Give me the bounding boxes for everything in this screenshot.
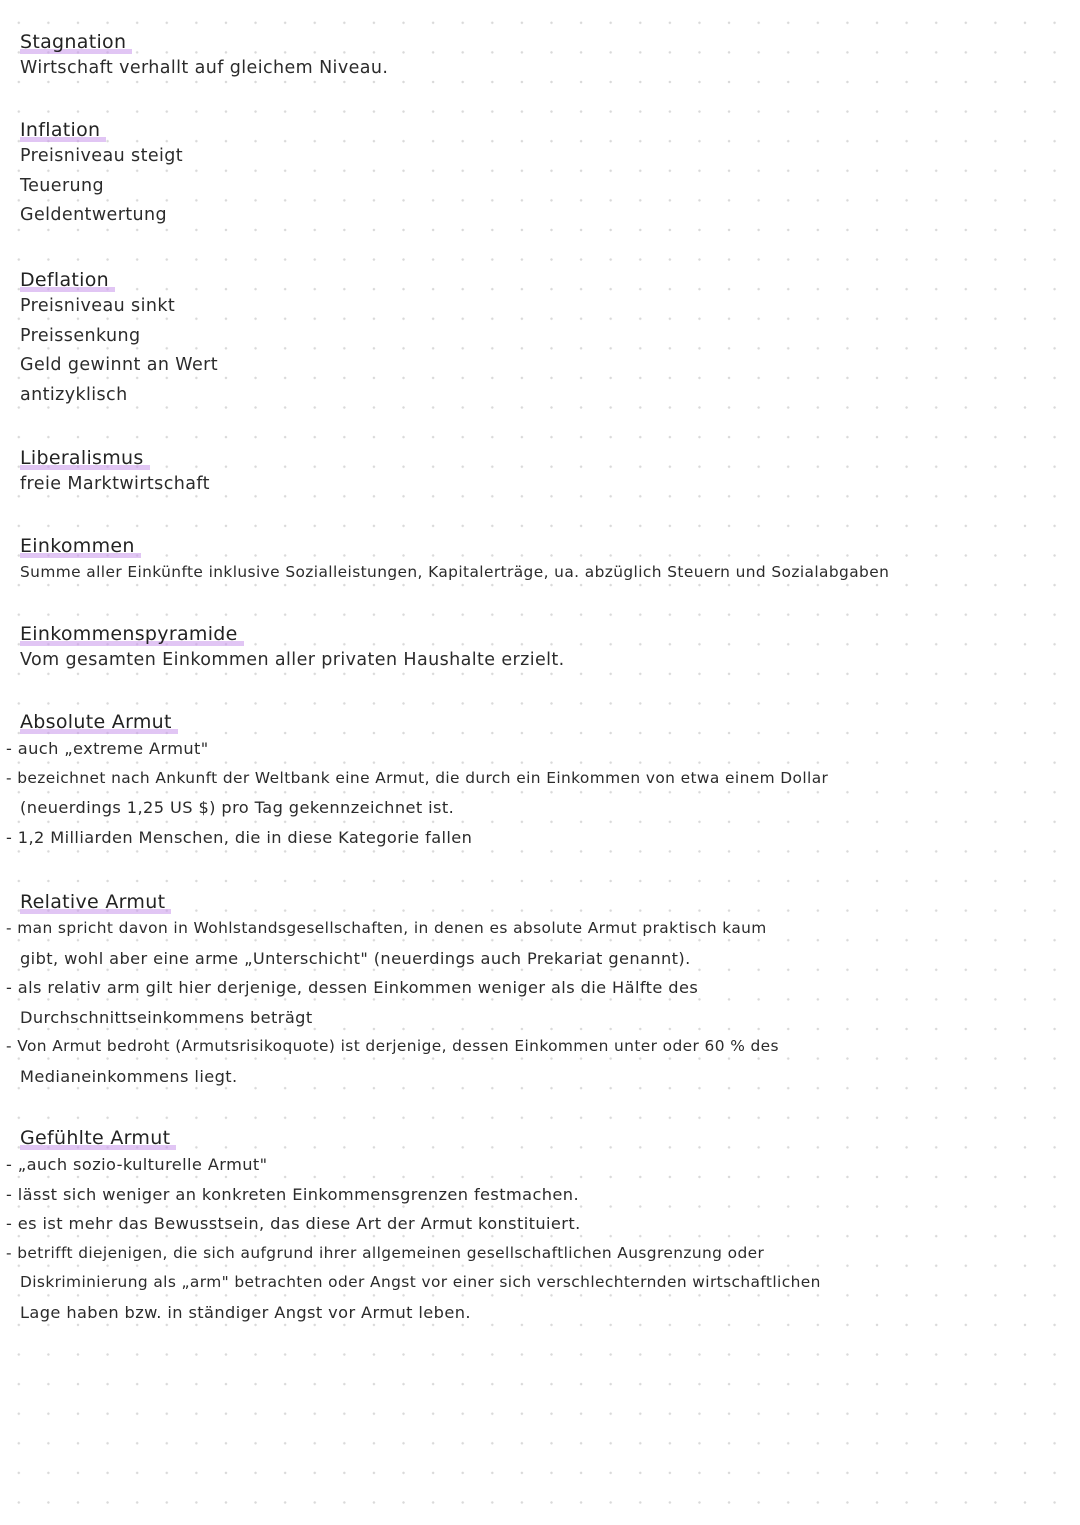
- section-heading: Gefühlte Armut: [20, 1126, 176, 1150]
- note-line: Diskriminierung als „arm" betrachten oder Angst vor einer sich verschlechternden wirtschaftlichen: [20, 1273, 821, 1291]
- section-liberalismus: [20, 446, 1060, 500]
- note-line: Preissenkung: [20, 325, 141, 346]
- section-heading: Stagnation: [20, 30, 132, 54]
- section-heading: Absolute Armut: [20, 710, 178, 734]
- note-line: Preisniveau steigt: [20, 146, 184, 166]
- note-line: Lage haben bzw. in ständiger Angst vor Armut leben.: [20, 1302, 471, 1322]
- section-gefuehlte-armut: [6, 1126, 1060, 1327]
- section-relative-armut: [6, 890, 1060, 1091]
- note-line: Teuerung: [20, 175, 105, 196]
- note-line: - als relativ arm gilt hier derjenige, dessen Einkommen weniger als die Hälfte des: [6, 978, 699, 997]
- note-line: Medianeinkommens liegt.: [20, 1066, 238, 1086]
- note-line: - bezeichnet nach Ankunft der Weltbank eine Armut, die durch ein Einkommen von etwa einem Dollar: [6, 768, 829, 787]
- section-deflation: [20, 268, 1060, 410]
- note-line: Geld gewinnt an Wert: [20, 355, 218, 375]
- note-line: - auch „extreme Armut": [6, 739, 209, 758]
- note-line: Preisniveau sinkt: [20, 296, 176, 316]
- note-line: antizyklisch: [20, 384, 128, 405]
- section-stagnation: [20, 30, 1060, 84]
- note-line: - 1,2 Milliarden Menschen, die in diese Kategorie fallen: [6, 827, 473, 847]
- note-line: - Von Armut bedroht (Armutsrisikoquote) ist derjenige, dessen Einkommen unter oder 60 % des: [6, 1037, 779, 1055]
- note-line: Summe aller Einkünfte inklusive Sozialleistungen, Kapitalerträge, ua. abzüglich Steuern und Sozialabgaben: [20, 563, 890, 581]
- note-line: Durchschnittseinkommens beträgt: [20, 1007, 313, 1027]
- section-einkommenspyramide: [20, 622, 1060, 676]
- note-line: (neuerdings 1,25 US $) pro Tag gekennzeichnet ist.: [20, 798, 455, 817]
- note-line: - „auch sozio-kulturelle Armut": [6, 1155, 268, 1174]
- section-heading: Inflation: [20, 118, 106, 142]
- section-heading: Deflation: [20, 268, 115, 292]
- note-line: Wirtschaft verhallt auf gleichem Niveau.: [20, 58, 389, 78]
- note-line: - es ist mehr das Bewusstsein, das diese Art der Armut konstituiert.: [6, 1214, 581, 1233]
- section-heading: Einkommen: [20, 534, 141, 558]
- section-absolute-armut: [6, 710, 1060, 852]
- note-line: - betrifft diejenigen, die sich aufgrund ihrer allgemeinen gesellschaftlichen Ausgrenzung oder: [6, 1243, 765, 1262]
- note-line: - lässt sich weniger an konkreten Einkommensgrenzen festmachen.: [6, 1184, 579, 1204]
- section-heading: Relative Armut: [20, 890, 171, 914]
- note-line: Geldentwertung: [20, 205, 168, 225]
- section-einkommen: [20, 534, 1060, 588]
- section-inflation: [20, 118, 1060, 231]
- note-line: freie Marktwirtschaft: [20, 474, 210, 494]
- note-line: - man spricht davon in Wohlstandsgesellschaften, in denen es absolute Armut praktisch kaum: [6, 919, 767, 937]
- note-line: gibt, wohl aber eine arme „Unterschicht" (neuerdings auch Prekariat genannt).: [20, 948, 691, 968]
- section-heading: Liberalismus: [20, 446, 150, 470]
- section-heading: Einkommenspyramide: [20, 622, 244, 646]
- note-line: Vom gesamten Einkommen aller privaten Haushalte erzielt.: [20, 650, 565, 670]
